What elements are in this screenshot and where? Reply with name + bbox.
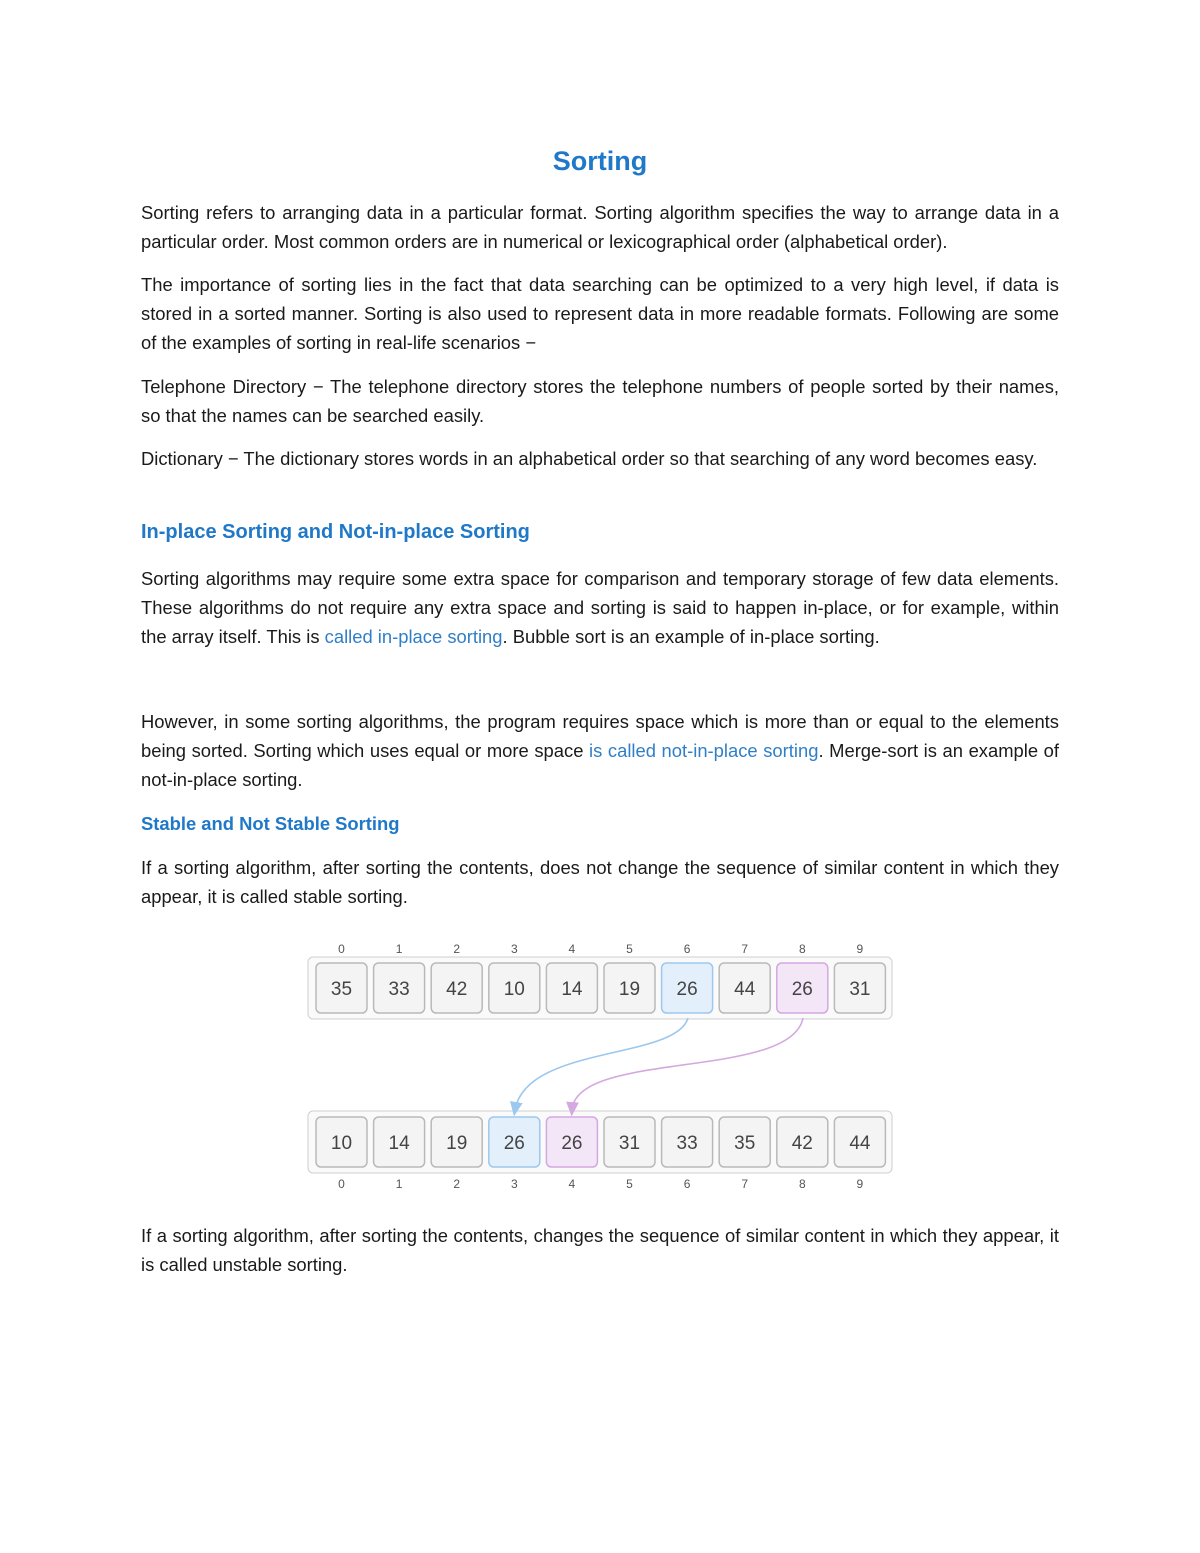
bottom-cell-value-9: 44 xyxy=(849,1133,871,1154)
stable-paragraph: If a sorting algorithm, after sorting the contents, does not change the sequence of similar content in which they appear, it is called stable sorting. xyxy=(141,857,1059,907)
top-cell-value-1: 33 xyxy=(388,979,410,1000)
notinplace-link[interactable]: is called not-in-place sorting xyxy=(589,740,819,761)
bottom-index-0: 0 xyxy=(338,1177,345,1191)
top-index-3: 3 xyxy=(510,942,518,956)
bottom-index-7: 7 xyxy=(741,1177,749,1191)
top-cell-value-7: 44 xyxy=(734,979,756,1000)
bottom-index-3: 3 xyxy=(510,1177,518,1191)
intro-paragraph-2: The importance of sorting lies in the fact that data searching can be optimized to a very high level, if data is stored in a sorted manner. Sorting is also used to represent data in more readable formats. Following are some of the examples of sorting in real-life scenarios − xyxy=(141,274,1059,353)
stable-heading: Stable and Not Stable Sorting xyxy=(141,813,400,834)
stable-sort-figure xyxy=(306,940,894,1195)
top-cell-value-2: 42 xyxy=(446,979,468,1000)
stable-sort-diagram xyxy=(306,940,894,1195)
bottom-index-9: 9 xyxy=(856,1177,864,1191)
dictionary-paragraph: Dictionary − The dictionary stores words in an alphabetical order so that searching of any word becomes easy. xyxy=(141,448,1038,469)
top-index-7: 7 xyxy=(741,942,749,956)
notinplace-text-b: . Merge-sort is an example of not-in-place sorting. xyxy=(141,740,1060,790)
inplace-heading: In-place Sorting and Not-in-place Sorting xyxy=(141,521,530,543)
bottom-index-row xyxy=(338,1177,863,1191)
notinplace-paragraph xyxy=(141,707,1059,794)
bottom-cell-value-7: 35 xyxy=(734,1133,756,1154)
bottom-index-2: 2 xyxy=(453,1177,461,1191)
top-index-2: 2 xyxy=(453,942,461,956)
bottom-index-4: 4 xyxy=(568,1177,576,1191)
inplace-paragraph-1 xyxy=(141,564,1059,651)
top-cell-value-9: 31 xyxy=(849,979,871,1000)
bottom-cell-value-2: 19 xyxy=(446,1133,468,1154)
bottom-cell-value-8: 42 xyxy=(791,1133,813,1154)
bottom-index-6: 6 xyxy=(683,1177,691,1191)
inplace-link[interactable]: called in-place sorting xyxy=(324,626,503,647)
telephone-directory-paragraph: Telephone Directory − The telephone directory stores the telephone numbers of people sorted by their names, so that the names can be searched easily. xyxy=(141,376,1059,426)
inplace-p1-text-a: Sorting algorithms may require some extra space for comparison and temporary storage of few data elements. These algorithms do not require any extra space and sorting is said to happen in-place, or for example, within the array itself. This is xyxy=(141,568,1059,647)
blue-move-arrow xyxy=(515,1018,688,1110)
bottom-cell-value-5: 31 xyxy=(618,1133,641,1154)
bottom-cell-value-6: 33 xyxy=(676,1133,698,1154)
top-cell-value-6: 26 xyxy=(676,979,698,1000)
top-index-5: 5 xyxy=(626,942,633,956)
notinplace-text-a: However, in some sorting algorithms, the program requires space which is more than or equal to the elements being sorted. Sorting which uses equal or more space xyxy=(141,711,1059,761)
bottom-index-8: 8 xyxy=(798,1177,806,1191)
top-index-8: 8 xyxy=(798,942,806,956)
unstable-paragraph: If a sorting algorithm, after sorting the contents, changes the sequence of similar content in which they appear, it is called unstable sorting. xyxy=(141,1225,1059,1275)
top-index-6: 6 xyxy=(683,942,691,956)
top-index-9: 9 xyxy=(856,942,864,956)
top-index-row xyxy=(338,942,863,956)
top-index-4: 4 xyxy=(568,942,576,956)
bottom-cell-value-3: 26 xyxy=(503,1133,525,1154)
top-index-1: 1 xyxy=(395,942,403,956)
bottom-cell-value-1: 14 xyxy=(388,1133,410,1154)
inplace-p1-text-b: . Bubble sort is an example of in-place sorting. xyxy=(502,626,880,647)
bottom-index-1: 1 xyxy=(395,1177,403,1191)
pink-move-arrow xyxy=(572,1018,803,1110)
bottom-index-5: 5 xyxy=(626,1177,633,1191)
top-cell-value-0: 35 xyxy=(330,979,353,1000)
top-cell-value-4: 14 xyxy=(561,979,583,1000)
page-title: Sorting xyxy=(552,146,648,176)
intro-paragraph-1: Sorting refers to arranging data in a particular format. Sorting algorithm specifies the way to arrange data in a particular order. Most common orders are in numerical or lexicographical order (alphabetical order). xyxy=(141,202,1059,252)
bottom-cell-value-4: 26 xyxy=(561,1133,583,1154)
top-index-0: 0 xyxy=(338,942,345,956)
top-cell-value-5: 19 xyxy=(618,979,641,1000)
bottom-cell-value-0: 10 xyxy=(330,1133,353,1154)
top-cell-value-3: 10 xyxy=(503,979,525,1000)
top-cell-value-8: 26 xyxy=(791,979,813,1000)
